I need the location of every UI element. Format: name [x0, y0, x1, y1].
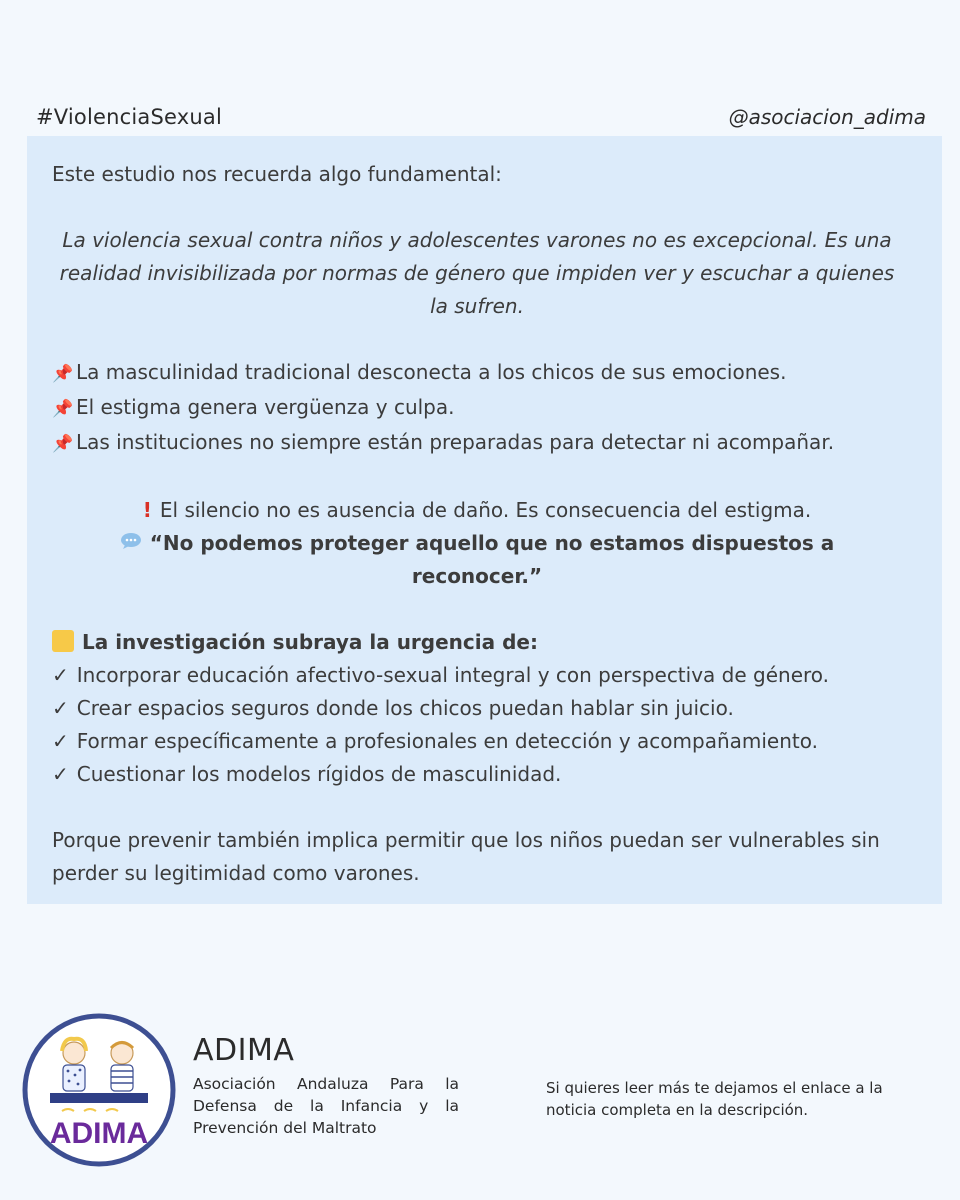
hashtag-label: #ViolenciaSexual: [36, 105, 223, 129]
study-quote: La violencia sexual contra niños y adolescentes varones no es excepcional. Es una realidad invisibilizada por normas de género que impiden ver y escuchar a quienes la sufren.: [59, 228, 895, 318]
org-name: ADIMA: [193, 1033, 295, 1068]
check-icon: ✓: [52, 696, 69, 720]
pushpin-icon: 📌: [52, 364, 74, 384]
list-item: 📌 Las instituciones no siempre están preparadas para detectar ni acompañar.: [52, 426, 902, 461]
adima-logo: [22, 1013, 176, 1167]
intro-text: Este estudio nos recuerda algo fundamental:: [52, 162, 502, 186]
list-item: 📌 El estigma genera vergüenza y culpa.: [52, 391, 902, 426]
check-icon: ✓: [52, 729, 69, 753]
list-item: ✓ Cuestionar los modelos rígidos de masculinidad.: [52, 762, 562, 786]
silence-line: ! El silencio no es ausencia de daño. Es consecuencia del estigma.: [142, 498, 812, 522]
highlight-quote: “No podemos proteger aquello que no estamos dispuestos a reconocer.”: [52, 527, 902, 593]
logo-wordmark: ADIMA: [49, 1117, 149, 1150]
list-item: ✓ Crear espacios seguros donde los chicos puedan hablar sin juicio.: [52, 696, 734, 720]
research-title: La investigación subraya la urgencia de:: [52, 626, 902, 659]
check-icon: ✓: [52, 762, 69, 786]
list-item: 📌 La masculinidad tradicional desconecta a los chicos de sus emociones.: [52, 356, 902, 391]
pushpin-icon: 📌: [52, 434, 74, 454]
post-content: [52, 158, 902, 890]
check-icon: ✓: [52, 663, 69, 687]
exclamation-icon: !: [142, 498, 152, 522]
list-item: ✓ Incorporar educación afectivo-sexual integral y con perspectiva de género.: [52, 663, 830, 687]
more-info-text: Si quieres leer más te dejamos el enlace a la noticia completa en la descripción.: [546, 1079, 883, 1119]
pushpin-icon: 📌: [52, 399, 74, 419]
list-item: ✓ Formar específicamente a profesionales en detección y acompañamiento.: [52, 729, 818, 753]
account-handle: @asociacion_adima: [728, 105, 926, 129]
closing-text: Porque prevenir también implica permitir que los niños puedan ser vulnerables sin perder su legitimidad como varones.: [52, 828, 880, 885]
pin-list: [52, 356, 902, 461]
yellow-square-icon: [52, 630, 74, 652]
speech-bubble-icon: [120, 527, 142, 560]
org-description: Asociación Andaluza Para la Defensa de la Infancia y la Prevención del Maltrato: [193, 1075, 459, 1137]
